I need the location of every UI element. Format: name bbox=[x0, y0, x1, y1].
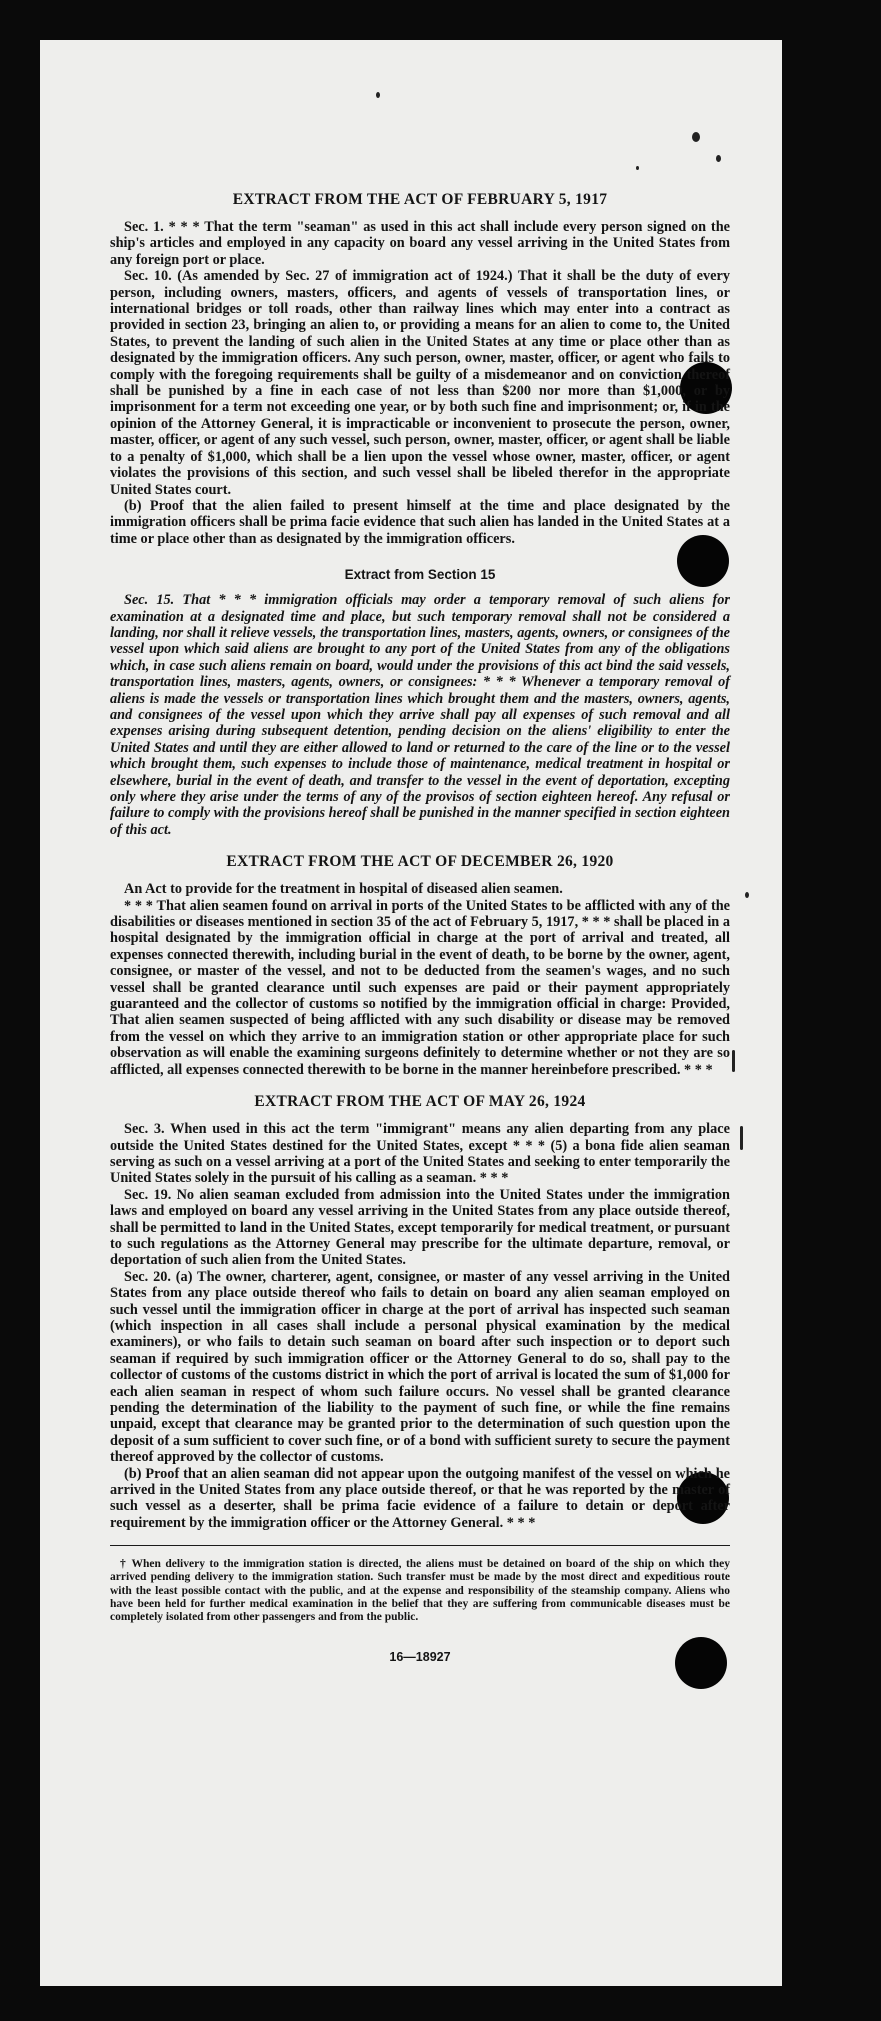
heading-act-1917: EXTRACT FROM THE ACT OF FEBRUARY 5, 1917 bbox=[232, 191, 608, 208]
sec-10b-paragraph: (b) Proof that the alien failed to present himself at the time and place designated by the immigration officers shall be prima facie evidence that such alien has landed in the United States at a time or place other than as designated by the immigration officers. bbox=[110, 497, 730, 547]
subheading-section-15: Extract from Section 15 bbox=[344, 567, 496, 583]
heading-act-1920: EXTRACT FROM THE ACT OF DECEMBER 26, 1920 bbox=[226, 853, 614, 871]
footnote: † When delivery to the immigration station is directed, the aliens must be detained on board of the ship on which they arrived pending delivery to the immigration station. Such transfer must be made by the most direct and expeditious route with the least possible contact with the public, and at the expense and responsibility of the steamship company. Aliens who have been held for further medical examination in the belief that they are suffering from communicable diseases must be completely isolated from other passengers and from the public. bbox=[110, 1558, 730, 1624]
sec-19-paragraph: Sec. 19. No alien seaman excluded from admission into the United States under the immigration laws and employed on board any vessel arriving in the United States from any place outside thereof, shall be permitted to land in the United States, except temporarily for medical treatment, or pursuant to such regulations as the Attorney General may prescribe for the ultimate departure, removal, or deportation of such alien from the United States. bbox=[110, 1186, 730, 1269]
sec-3-paragraph: Sec. 3. When used in this act the term "immigrant" means any alien departing from any place outside the United States destined for the United States, except * * * (5) a bona fide alien seaman serving as such on a vessel arriving at a port of the United States and seeking to enter temporarily the United States solely in the pursuit of his calling as a seaman. * * * bbox=[110, 1121, 730, 1187]
sec-20a-paragraph: Sec. 20. (a) The owner, charterer, agent, consignee, or master of any vessel arriving in the United States from any place outside thereof who fails to detain on board any alien seaman employed on such vessel until the immigration officer in charge at the port of arrival has inspected such seaman (which inspection in all cases shall include a personal physical examination by the medical examiners), or who fails to detain such seaman on board after such inspection or to deport such seaman if required by such immigration officer or the Attorney General to do so, shall pay to the collector of customs of the customs district in which the port of arrival is located the sum of $1,000 for each alien seaman in respect of whom such failure occurs. No vessel shall be granted clearance pending the determination of the liability to the payment of such fine, or while the fine remains unpaid, except that clearance may be granted prior to the determination of such question upon the deposit of a sum sufficient to cover such fine, or of a bond with sufficient surety to secure the payment thereof approved by the collector of customs. bbox=[110, 1268, 730, 1466]
footnote-divider bbox=[110, 1545, 730, 1546]
speck bbox=[376, 92, 380, 98]
document-page bbox=[40, 40, 782, 1986]
speck bbox=[740, 1126, 743, 1150]
sec-10-paragraph: Sec. 10. (As amended by Sec. 27 of immigration act of 1924.) That it shall be the duty of every person, including owners, masters, officers, and agents of vessels of transportation lines, or international bridges or toll roads, other than railway lines which may enter into a contract as provided in section 23, bringing an alien to, or providing a means for an alien to come to, the United States, to prevent the landing of such alien in the United States at any time or place other than as designated by the immigration officers. Any such person, owner, master, officer, or agent who fails to comply with the foregoing requirements shall be guilty of a misdemeanor and on conviction thereof shall be punished by a fine in each case of not less than $200 nor more than $1,000, or by imprisonment for a term not exceeding one year, or by both such fine and imprisonment; or, if in the opinion of the Attorney General, it is impracticable or inconvenient to prosecute the person, owner, master, officer, or agent of any such vessel, such person, owner, master, officer, or agent shall be liable to a penalty of $1,000, which shall be a lien upon the vessel whose owner, master, officer, or agent violates the provisions of this section, and such vessel shall be libeled therefor in the appropriate United States court. bbox=[110, 268, 730, 498]
speck bbox=[716, 155, 721, 162]
speck bbox=[745, 892, 749, 898]
sec-20b-paragraph: (b) Proof that an alien seaman did not appear upon the outgoing manifest of the vessel on which he arrived in the United States from any place outside thereof, or that he was reported by the master of such vessel as a deserter, shall be prima facie evidence of a failure to detain or deport after requirement by the immigration officer or the Attorney General. * * * bbox=[110, 1465, 730, 1531]
document-body bbox=[110, 190, 730, 1664]
sec-1-paragraph: Sec. 1. * * * That the term "seaman" as used in this act shall include every person signed on the ship's articles and employed in any capacity on board any vessel arriving in the United States from any foreign port or place. bbox=[110, 219, 730, 268]
act-1920-title: An Act to provide for the treatment in hospital of diseased alien seamen. bbox=[124, 881, 563, 898]
speck bbox=[732, 1050, 735, 1072]
speck bbox=[636, 166, 639, 170]
form-number: 16—18927 bbox=[389, 1650, 451, 1665]
heading-act-1924: EXTRACT FROM THE ACT OF MAY 26, 1924 bbox=[254, 1093, 586, 1111]
act-1920-paragraph: * * * That alien seamen found on arrival in ports of the United States to be afflicted with any of the disabilities or diseases mentioned in section 35 of the act of February 5, 1917, * * * shall be placed in a hospital designated by the immigration official in charge at the port of arrival and treated, all expenses connected therewith, including burial in the event of death, to be borne by the owner, agent, consignee, or master of the vessel, and not to be deducted from the seamen's wages, and no such vessel shall be granted clearance until such expenses are paid or their payment appropriately guaranteed and the collector of customs so notified by the immigration official in charge: Provided, That alien seamen suspected of being afflicted with any such disability or disease may be removed from the vessel on which they arrive to an immigration station or other appropriate place for such observation as will enable the examining surgeons definitely to determine whether or not they are so afflicted, all expenses connected therewith to be borne in the manner hereinbefore prescribed. * * * bbox=[110, 897, 730, 1078]
sec-15-paragraph: Sec. 15. That * * * immigration officials may order a temporary removal of such aliens for examination at a designated time and place, but such temporary removal shall not be considered a landing, nor shall it relieve vessels, the transportation lines, masters, agents, owners, or consignees of the vessel upon which said aliens are brought to any port of the United States from any of the obligations which, in case such aliens remain on board, would under the provisions of this act bind the said vessels, transportation lines, masters, agents, owners, or consignees: * * * Whenever a temporary removal of aliens is made the vessels or transportation lines which brought them and the masters, owners, agents, and consignees of the vessel upon which they arrive shall pay all expenses of such removal and all expenses arising during subsequent detention, pending decision on the aliens' eligibility to enter the United States and until they are either allowed to land or returned to the care of the line or to the vessel which brought them, such expenses to include those of maintenance, medical treatment in hospital or elsewhere, burial in the event of death, and transfer to the vessel in the event of deportation, excepting only where they arise under the terms of any of the provisos of section eighteen hereof. Any refusal or failure to comply with the provisions hereof shall be punished in the manner specified in section eighteen of this act. bbox=[110, 592, 730, 838]
speck bbox=[692, 132, 700, 142]
